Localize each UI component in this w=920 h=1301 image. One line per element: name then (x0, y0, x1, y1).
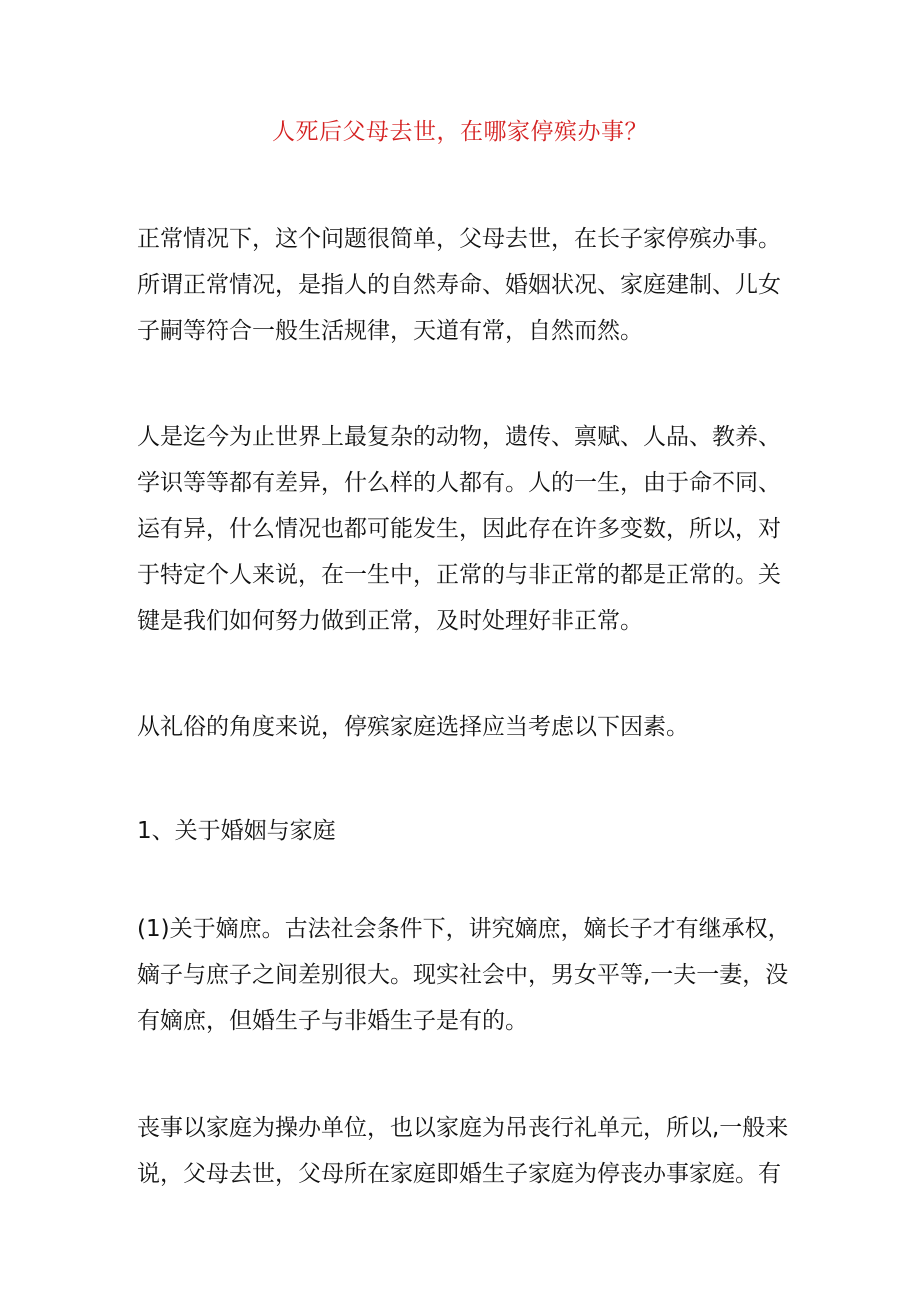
paragraph-line: 运有异，什么情况也都可能发生，因此存在许多变数，所以，对 (137, 516, 781, 542)
paragraph-line: 1、关于婚姻与家庭 (137, 818, 336, 844)
paragraph-line: 从礼俗的角度来说，停殡家庭选择应当考虑以下因素。 (137, 714, 689, 740)
paragraph-line: 学识等等都有差异，什么样的人都有。人的一生，由于命不同、 (137, 470, 781, 496)
section-heading (137, 808, 797, 854)
paragraph-line: 所谓正常情况，是指人的自然寿命、婚姻状况、家庭建制、儿女 (137, 272, 781, 298)
paragraph-line: 嫡子与庶子之间差别很大。现实社会中，男女平等,一夫一妻，没 (137, 962, 789, 988)
paragraph-5 (137, 1105, 797, 1197)
paragraph-4 (137, 906, 797, 1044)
paragraph-3 (137, 704, 797, 750)
paragraph-line: 说，父母去世，父母所在家庭即婚生子家庭为停丧办事家庭。有 (137, 1161, 781, 1187)
paragraph-line: 子嗣等符合一般生活规律，天道有常，自然而然。 (137, 318, 643, 344)
document-title: 人死后父母去世，在哪家停殡办事？ (272, 119, 648, 145)
paragraph-line: 于特定个人来说，在一生中，正常的与非正常的都是正常的。关 (137, 562, 781, 588)
paragraph-line: 有嫡庶，但婚生子与非婚生子是有的。 (137, 1008, 528, 1034)
paragraph-line: 键是我们如何努力做到正常，及时处理好非正常。 (137, 608, 643, 634)
paragraph-line: (1)关于嫡庶。古法社会条件下，讲究嫡庶，嫡长子才有继承权， (137, 916, 791, 942)
paragraph-1 (137, 216, 797, 354)
paragraph-2 (137, 414, 797, 644)
paragraph-line: 人是迄今为止世界上最复杂的动物，遗传、禀赋、人品、教养、 (137, 424, 781, 450)
paragraph-line: 正常情况下，这个问题很简单，父母去世，在长子家停殡办事。 (137, 226, 781, 252)
paragraph-line: 丧事以家庭为操办单位，也以家庭为吊丧行礼单元，所以,一般来 (137, 1115, 789, 1141)
